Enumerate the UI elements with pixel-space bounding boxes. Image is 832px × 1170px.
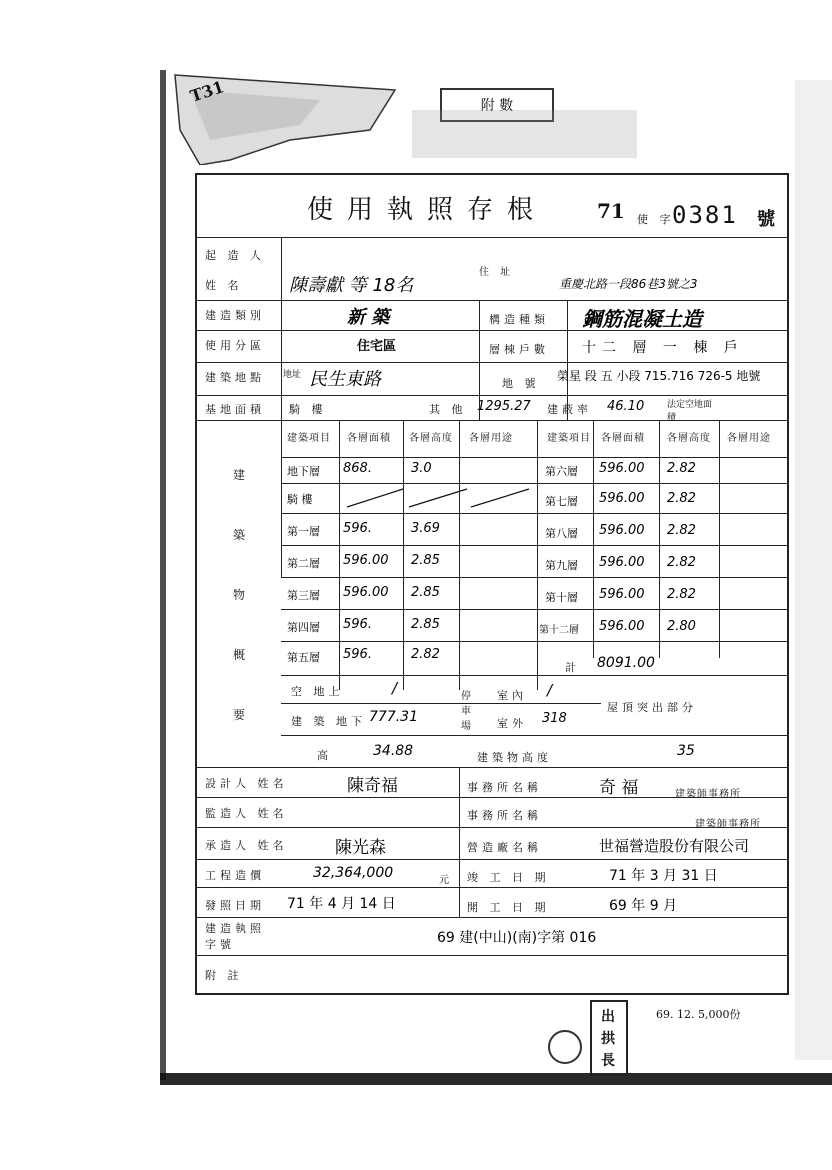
header-use-right: 各層用途 <box>727 433 771 444</box>
header-use-left: 各層用途 <box>469 433 513 444</box>
contractor-value: 陳光森 <box>335 838 386 858</box>
open-space-value: / <box>392 679 398 697</box>
rule <box>197 767 787 768</box>
stamp-text-left: T31 <box>187 77 227 106</box>
right-floor-name: 第九層 <box>545 559 578 572</box>
official-seal-smudge <box>412 110 637 158</box>
complete-value: 71 年 3 月 31 日 <box>609 868 718 884</box>
print-note: 69. 12. 5,000份 <box>656 1008 741 1021</box>
designer-label: 設計人 姓名 <box>205 777 288 790</box>
supervisor-office-stamp: 建築師事務所 <box>695 819 761 830</box>
rule <box>659 420 660 658</box>
designer-value: 陳奇福 <box>347 776 398 796</box>
rule <box>281 237 282 577</box>
contractor-company-label: 營造廠名稱 <box>467 841 542 854</box>
right-floor-area: 596.00 <box>599 491 645 506</box>
header-area-left: 各層面積 <box>347 433 391 444</box>
start-label: 開 工 日 期 <box>467 901 550 914</box>
right-floor-area: 596.00 <box>599 461 645 476</box>
right-floor-height: 2.82 <box>667 523 696 538</box>
rule <box>403 420 404 690</box>
contractor-label: 承造人 姓名 <box>205 839 288 852</box>
left-floor-height: 2.85 <box>411 585 440 600</box>
building-height-label: 建築物高度 <box>477 751 552 764</box>
rule <box>197 827 787 828</box>
round-seal <box>548 1030 582 1064</box>
rule <box>281 735 787 736</box>
left-floor-name: 地下層 <box>287 465 320 478</box>
permit-number-suffix: 號 <box>757 209 779 230</box>
center-stamp-text: 附 數 <box>480 98 514 114</box>
year-stamp: 71 <box>597 199 625 223</box>
bottom-bar <box>160 1073 832 1085</box>
designer-office-value: 奇 福 <box>599 778 639 798</box>
rule <box>197 797 787 798</box>
right-floor-height: 2.82 <box>667 555 696 570</box>
form-title: 使用執照存根 <box>307 195 548 225</box>
left-floor-name: 第四層 <box>287 621 320 634</box>
left-floor-area: 596. <box>343 647 372 662</box>
parking-outdoor-value: 318 <box>542 711 567 726</box>
legal-open-label: 法定空地面積 <box>667 400 713 423</box>
left-floor-height: 2.85 <box>411 617 440 632</box>
build-category-label: 建造類別 <box>205 309 265 322</box>
issue-label: 發照日期 <box>205 899 265 912</box>
right-floor-name: 第六層 <box>545 465 578 478</box>
contractor-company-value: 世福營造股份有限公司 <box>599 837 750 855</box>
site-address-prefix: 地址 <box>283 370 302 380</box>
header-height-right: 各層高度 <box>667 433 711 444</box>
designer-office-stamp: 建築師事務所 <box>675 789 741 800</box>
left-floor-height: 3.69 <box>411 521 440 536</box>
rule <box>281 703 601 704</box>
issue-value: 71 年 4 月 14 日 <box>287 896 396 912</box>
left-floor-name: 第一層 <box>287 525 320 538</box>
address-value: 重慶北路一段86巷3號之3 <box>559 277 698 291</box>
attachment-label: 附 註 <box>205 969 243 982</box>
parking-outdoor-label: 室外 <box>497 717 527 730</box>
rule <box>197 917 787 918</box>
rule <box>197 420 787 421</box>
rule <box>197 395 787 396</box>
rule <box>459 420 460 690</box>
arcade-label: 騎 樓 <box>289 403 327 416</box>
start-value: 69 年 9 月 <box>609 898 678 914</box>
rule <box>281 483 787 484</box>
permit-number-prefix: 使 字 <box>637 213 675 226</box>
right-floor-area: 596.00 <box>599 587 645 602</box>
right-floor-height: 2.80 <box>667 619 696 634</box>
cost-unit: 元 <box>439 875 453 886</box>
header-item-left: 建築項目 <box>287 433 331 444</box>
permit-form <box>195 173 789 995</box>
left-floor-area: 596.00 <box>343 553 389 568</box>
rule <box>593 420 594 658</box>
left-floor-name: 第五層 <box>287 651 320 664</box>
left-floor-height: 3.0 <box>411 461 432 476</box>
build-type-label: 構造種類 <box>489 313 549 326</box>
rule <box>281 513 787 514</box>
torn-stamp-area <box>170 70 400 165</box>
floors-label: 層棟戶數 <box>489 343 549 356</box>
permit-number: 0381 <box>672 201 738 229</box>
right-edge-smudge <box>795 80 832 1060</box>
supervisor-label: 監造人 姓名 <box>205 807 288 820</box>
roof-label: 屋頂突出部分 <box>607 701 697 714</box>
basement-value: 777.31 <box>369 709 418 725</box>
rule <box>281 609 787 610</box>
right-floor-height: 2.82 <box>667 491 696 506</box>
lot-value: 榮星 段 五 小段 715.716 726-5 地號 <box>557 369 761 383</box>
left-floor-height: 2.82 <box>411 647 440 662</box>
left-floor-area: 596.00 <box>343 585 389 600</box>
zone-value: 住宅區 <box>357 339 397 354</box>
side-section-label: 建 築 物 概 要 <box>233 468 246 722</box>
permit-label: 建造執照字號 <box>205 922 265 951</box>
left-floor-height: 2.85 <box>411 553 440 568</box>
rule <box>197 362 787 363</box>
header-height-left: 各層高度 <box>409 433 453 444</box>
site-address-value: 民生東路 <box>309 369 381 390</box>
other-label: 其 他 <box>429 403 467 416</box>
rule <box>197 887 787 888</box>
header-area-right: 各層面積 <box>601 433 645 444</box>
left-floor-area: 596. <box>343 617 372 632</box>
parking-label: 停車場 <box>461 691 471 732</box>
rule <box>281 577 787 578</box>
right-floor-height: 2.82 <box>667 461 696 476</box>
floors-value: 十二 層 一 棟 戶 <box>582 340 744 356</box>
lot-label: 地 號 <box>502 377 540 390</box>
height-label: 高 <box>317 749 332 762</box>
parking-indoor-label: 室內 <box>497 689 527 702</box>
site-label: 建築地點 <box>205 371 265 384</box>
rule <box>281 641 787 642</box>
left-floor-area: 596. <box>343 521 372 536</box>
starter-label: 起 造 人 <box>205 249 265 262</box>
rule <box>281 675 787 676</box>
coverage-value: 46.10 <box>607 399 645 414</box>
left-floor-name: 第三層 <box>287 589 320 602</box>
rule <box>281 545 787 546</box>
right-floor-name: 第十二層 <box>539 625 579 636</box>
complete-label: 竣 工 日 期 <box>467 871 550 884</box>
left-floor-name: 第二層 <box>287 557 320 570</box>
right-floor-height: 2.82 <box>667 587 696 602</box>
left-floor-area: 868. <box>343 461 372 476</box>
cost-value: 32,364,000 <box>313 865 394 881</box>
permit-value: 69 建(中山)(南)字第 016 <box>437 930 597 946</box>
name-value: 陳壽獻 等 18名 <box>289 275 414 296</box>
building-height-value: 35 <box>677 743 695 759</box>
seal-stamp-text: 出拱長 <box>601 1009 615 1069</box>
designer-office-label: 事務所名稱 <box>467 781 542 794</box>
rule <box>197 237 787 238</box>
open-space-label: 空 地上 <box>291 685 344 698</box>
build-category-value: 新 築 <box>347 307 390 328</box>
cost-label: 工程造價 <box>205 869 265 882</box>
total-label: 計 <box>565 661 580 674</box>
name-label: 姓 名 <box>205 279 243 292</box>
basement-label: 建 築 地下 <box>291 715 366 728</box>
supervisor-office-label: 事務所名稱 <box>467 809 542 822</box>
zone-label: 使用分區 <box>205 339 265 352</box>
right-floor-area: 596.00 <box>599 555 645 570</box>
rule <box>197 330 787 331</box>
other-value: 1295.27 <box>477 399 531 414</box>
right-floor-name: 第七層 <box>545 495 578 508</box>
rule <box>459 887 460 917</box>
total-value: 8091.00 <box>597 655 655 671</box>
left-floor-name: 騎 樓 <box>287 493 313 506</box>
height-value: 34.88 <box>373 743 414 759</box>
rule <box>197 859 787 860</box>
coverage-label: 建蔽率 <box>547 403 592 416</box>
right-floor-area: 596.00 <box>599 619 645 634</box>
rule <box>281 457 787 458</box>
left-fold-mark <box>160 70 166 1080</box>
build-type-value: 鋼筋混凝土造 <box>582 307 702 331</box>
rule <box>719 420 720 658</box>
address-label: 住 址 <box>479 267 515 278</box>
rule <box>339 420 340 690</box>
rule <box>537 420 538 690</box>
seal-stamp <box>590 1000 628 1076</box>
strike-line <box>343 485 533 511</box>
right-floor-name: 第八層 <box>545 527 578 540</box>
right-floor-area: 596.00 <box>599 523 645 538</box>
rule <box>197 955 787 956</box>
rule <box>197 300 787 301</box>
header-item-right: 建築項目 <box>547 433 591 444</box>
site-area-label: 基地面積 <box>205 403 265 416</box>
parking-indoor-value: / <box>547 681 553 699</box>
right-floor-name: 第十層 <box>545 591 578 604</box>
